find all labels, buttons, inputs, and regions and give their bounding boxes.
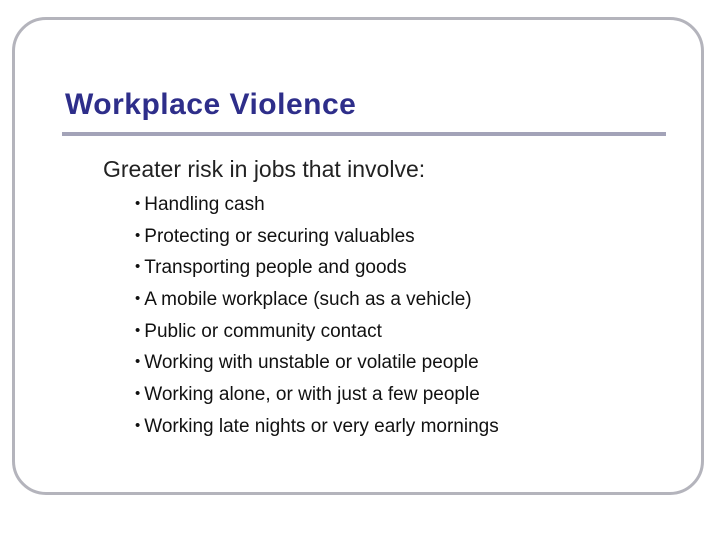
list-item xyxy=(135,188,499,220)
list-item xyxy=(135,410,499,442)
bullet-text: Working alone, or with just a few people xyxy=(144,384,480,406)
list-item xyxy=(135,251,499,283)
list-item xyxy=(135,346,499,378)
list-item xyxy=(135,378,499,410)
bullet-text: Protecting or securing valuables xyxy=(144,225,415,247)
bullet-text: Public or community contact xyxy=(144,320,382,342)
bullet-text: Working late nights or very early mornings xyxy=(144,415,499,437)
bullet-text: A mobile workplace (such as a vehicle) xyxy=(144,289,472,311)
list-item xyxy=(135,283,499,315)
bullet-icon: • xyxy=(135,258,141,276)
bullet-icon: • xyxy=(135,195,141,212)
bullet-icon: • xyxy=(135,321,141,339)
title-underline-rule xyxy=(62,132,666,136)
slide-title: Workplace Violence xyxy=(65,88,357,121)
bullet-text: Handling cash xyxy=(144,194,265,215)
list-item xyxy=(135,315,499,347)
bullet-text: Working with unstable or volatile people xyxy=(144,352,479,374)
bullet-icon: • xyxy=(135,226,141,244)
bullet-icon: • xyxy=(135,353,141,371)
list-item xyxy=(135,220,499,252)
slide-subtitle: Greater risk in jobs that involve: xyxy=(103,156,426,182)
bullet-text: Transporting people and goods xyxy=(144,257,407,279)
bullet-icon: • xyxy=(135,290,141,308)
bullet-icon: • xyxy=(135,385,141,403)
bullet-icon: • xyxy=(135,416,141,434)
bullet-list xyxy=(135,188,499,442)
